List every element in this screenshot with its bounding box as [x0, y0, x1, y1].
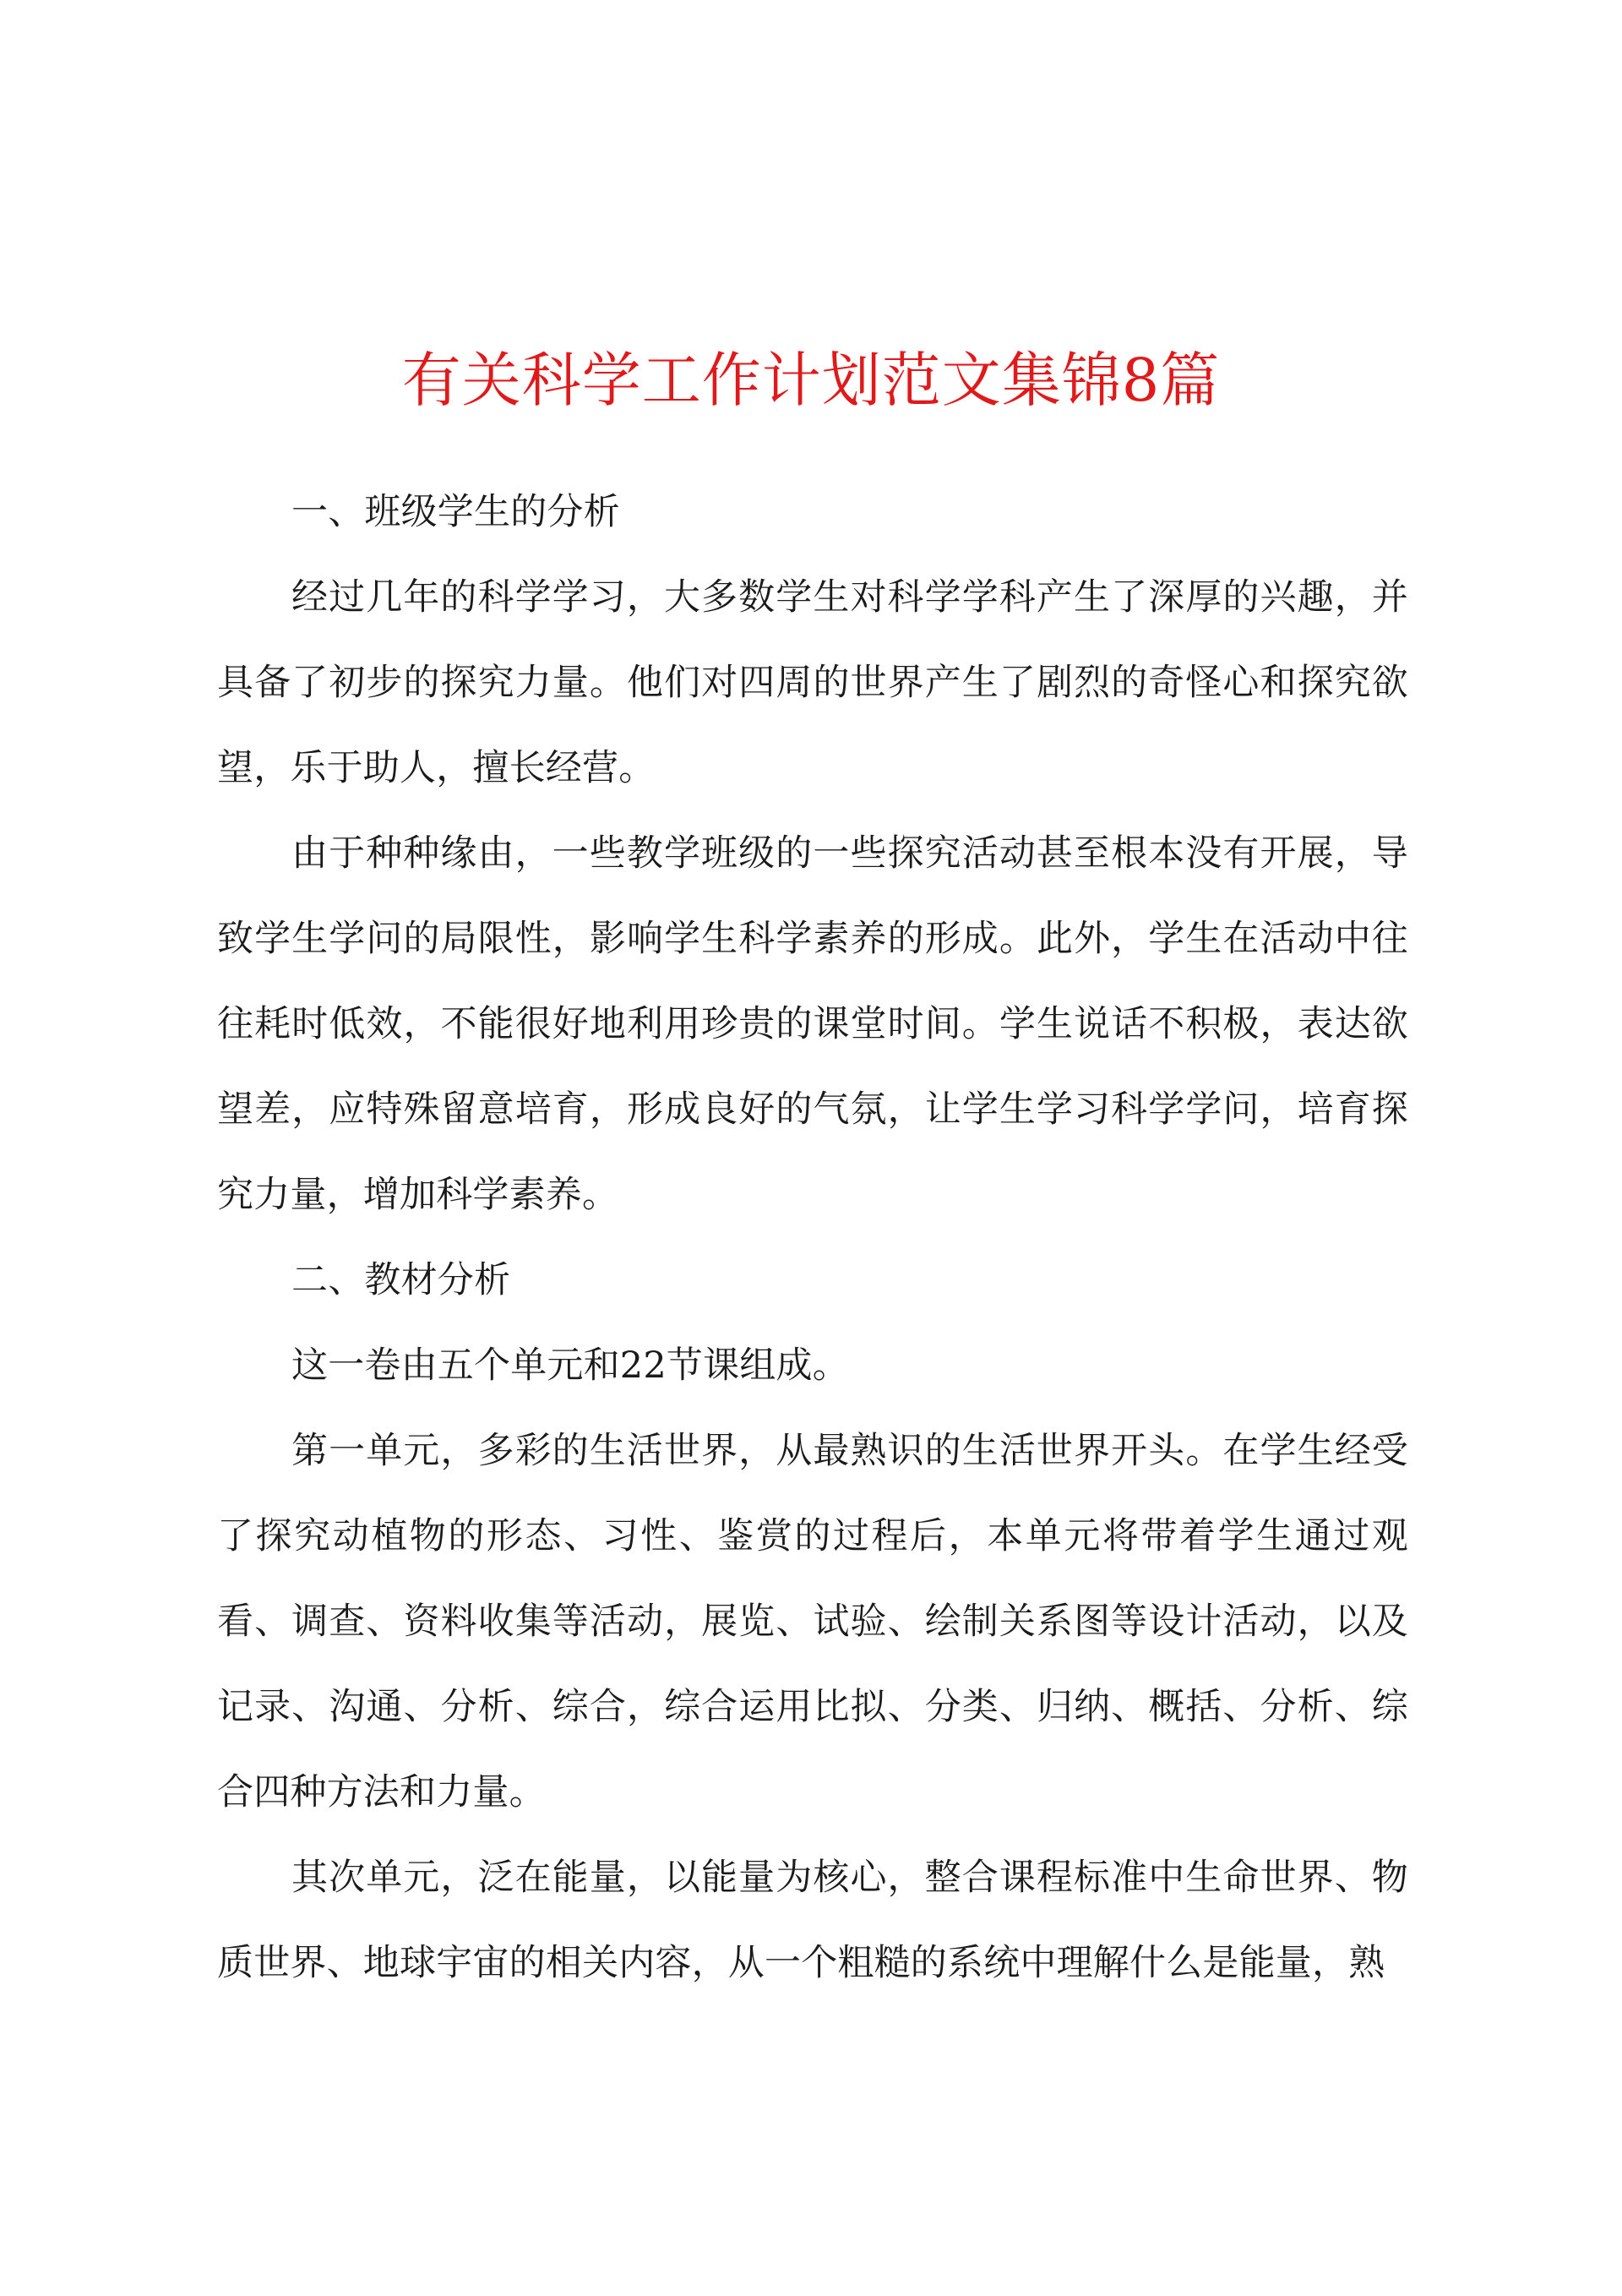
paragraph: 经过几年的科学学习，大多数学生对科学学科产生了深厚的兴趣，并具备了初步的探究力量。他们对四周的世界产生了剧烈的奇怪心和探究欲望，乐于助人，擅长经营。 [217, 576, 1408, 789]
paragraph: 由于种种缘由，一些教学班级的一些探究活动甚至根本没有开展，导致学生学问的局限性，影响学生科学素养的形成。此外，学生在活动中往往耗时低效，不能很好地利用珍贵的课堂时间。学生说话不积极，表达欲望差，应特殊留意培育，形成良好的气氛，让学生学习科学学问，培育探究力量，增加科学素养。 [217, 832, 1408, 1216]
paragraph: 第一单元，多彩的生活世界，从最熟识的生活世界开头。在学生经受了探究动植物的形态、习性、鉴赏的过程后，本单元将带着学生通过观看、调查、资料收集等活动，展览、试验、绘制关系图等设计活动，以及记录、沟通、分析、综合，综合运用比拟、分类、归纳、概括、分析、综合四种方法和力量。 [217, 1430, 1408, 1813]
paragraph: 这一卷由五个单元和22节课组成。 [291, 1344, 849, 1387]
document-body [217, 470, 1408, 2006]
section-heading-textbook-analysis: 二、教材分析 [291, 1259, 511, 1301]
document-title: 有关科学工作计划范文集锦8篇 [401, 346, 1221, 415]
section-heading-class-analysis: 一、班级学生的分析 [291, 491, 620, 533]
paragraph: 其次单元，泛在能量，以能量为核心，整合课程标准中生命世界、物质世界、地球宇宙的相关内容，从一个粗糙的系统中理解什么是能量，熟 [217, 1857, 1408, 1984]
